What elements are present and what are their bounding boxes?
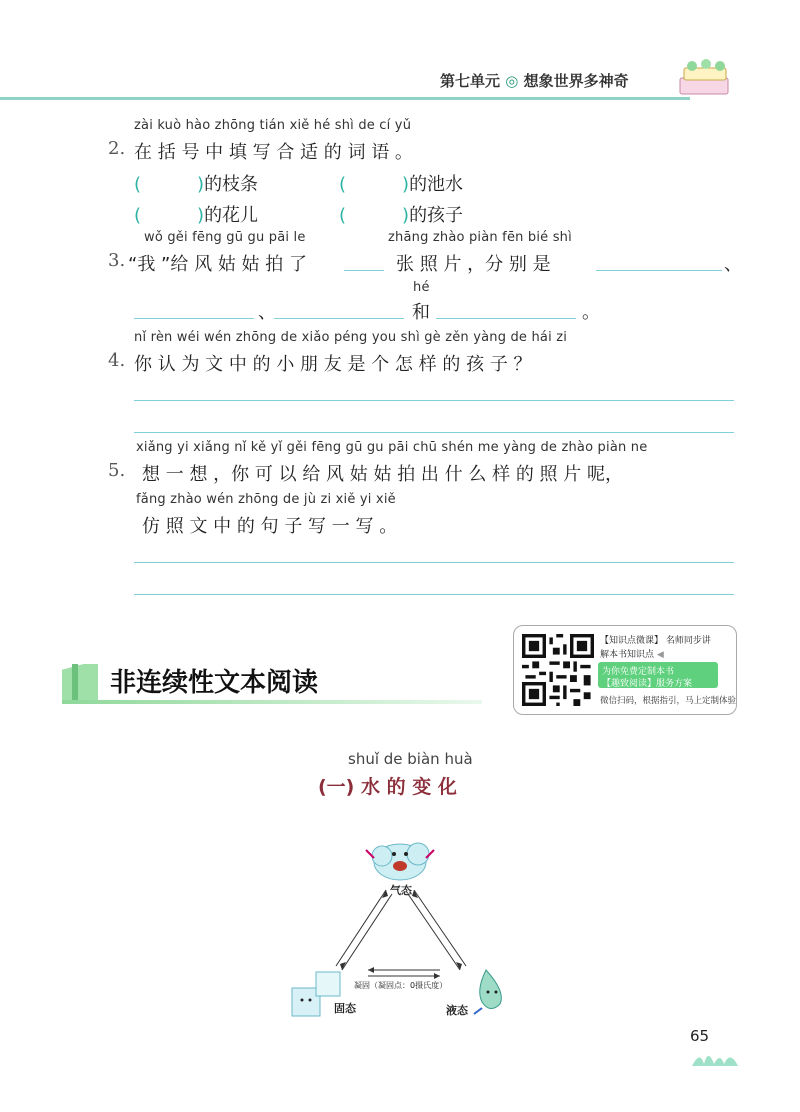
q3-pinyin-3: hé	[413, 280, 430, 295]
qr-green-text-1: 为你免费定制本书	[602, 667, 675, 677]
page-number: 65	[690, 1027, 710, 1045]
q2-pinyin: zài kuò hào zhōng tián xiě hé shì de cí yǔ	[134, 118, 412, 133]
q3-number: 3.	[108, 250, 126, 271]
q4-question: 你 认 为 文 中 的 小 朋 友 是 个 怎 样 的 孩 子 ？	[134, 354, 532, 375]
qr-text-3: 微信扫码，根据指引，马上定制体验	[600, 696, 737, 706]
q5-question-1: 想 一 想 ，你 可 以 给 风 姑 姑 拍 出 什 么 样 的 照 片 呢，	[142, 464, 623, 485]
q5-pinyin-2: fǎng zhào wén zhōng de jù zi xiě yi xiě	[136, 492, 396, 507]
q3-blank-2[interactable]	[134, 300, 254, 319]
q2-item-1: ( )的枝条	[134, 174, 259, 195]
story-pinyin: shuǐ de biàn huà	[348, 750, 473, 768]
q3-pinyin-2: zhāng zhào piàn fēn bié shì	[388, 230, 572, 245]
q3-separator: 、	[258, 302, 276, 323]
qr-text-1: 【知识点微课】 名师同步讲	[600, 636, 711, 646]
q4-answer-line-1[interactable]	[134, 400, 734, 401]
q2-question: 在 括 号 中 填 写 合 适 的 词 语 。	[134, 142, 413, 163]
qr-text-2: 解本书知识点 ◀	[600, 650, 664, 660]
q5-answer-line-1[interactable]	[134, 562, 734, 563]
q2-number: 2.	[108, 138, 126, 159]
qr-green-text-2: 【趣致阅读】服务方案	[602, 679, 693, 689]
section-banner	[62, 660, 502, 704]
q3-end: 。	[582, 302, 600, 323]
q3-part-2: 张 照 片 ，分 别 是	[396, 254, 551, 275]
q4-pinyin: nǐ rèn wéi wén zhōng de xiǎo péng you shì gè zěn yàng de hái zi	[134, 330, 568, 345]
q5-pinyin-1: xiǎng yi xiǎng nǐ kě yǐ gěi fēng gū gu pāi chū shén me yàng de zhào piàn ne	[136, 440, 648, 455]
q3-and: 和	[412, 302, 430, 323]
separator-icon: ◎	[505, 72, 519, 90]
banner-book-icon	[62, 664, 98, 702]
q2-item-3: ( )的花儿	[134, 205, 259, 226]
q3-blank-3[interactable]	[274, 300, 404, 319]
q3-blank-4[interactable]	[436, 300, 576, 319]
story-title: (一) 水 的 变 化	[318, 776, 457, 798]
books-illustration-icon	[672, 58, 734, 100]
ice-cube-character-icon	[292, 972, 340, 1016]
label-solid: 固态	[334, 1002, 356, 1015]
unit-header	[440, 70, 629, 91]
header-rule	[0, 97, 690, 100]
q3-comma-1: 、	[724, 254, 742, 275]
label-gas: 气态	[390, 884, 412, 897]
qr-code-icon[interactable]	[522, 634, 594, 706]
label-liquid: 液态	[446, 1004, 468, 1017]
unit-topic: 想象世界多神奇	[523, 72, 629, 90]
grass-splash-icon	[690, 1046, 740, 1068]
q2-item-4: ( )的孩子	[339, 205, 464, 226]
qr-promo-box	[513, 625, 737, 715]
q4-answer-line-2[interactable]	[134, 432, 734, 433]
q5-answer-line-2[interactable]	[134, 594, 734, 595]
unit-label: 第七单元	[440, 72, 501, 90]
water-drop-character-icon	[474, 970, 501, 1014]
play-triangle-icon: ◀	[656, 650, 664, 660]
water-states-diagram	[290, 840, 520, 1020]
section-title: 非连续性文本阅读	[110, 668, 319, 698]
q5-number: 5.	[108, 460, 126, 481]
q3-pinyin-1: wǒ gěi fēng gū gu pāi le	[144, 230, 306, 245]
q5-question-2: 仿 照 文 中 的 句 子 写 一 写 。	[142, 516, 398, 537]
cloud-character-icon	[366, 843, 434, 880]
q4-number: 4.	[108, 350, 126, 371]
label-freeze: 凝固（凝固点：0摄氏度）	[354, 981, 448, 990]
q2-item-2: ( )的池水	[339, 174, 464, 195]
q3-blank-count[interactable]	[344, 252, 384, 271]
q3-part-1: “我 ”给 风 姑 姑 拍 了	[128, 254, 307, 275]
q3-blank-1[interactable]	[596, 252, 722, 271]
